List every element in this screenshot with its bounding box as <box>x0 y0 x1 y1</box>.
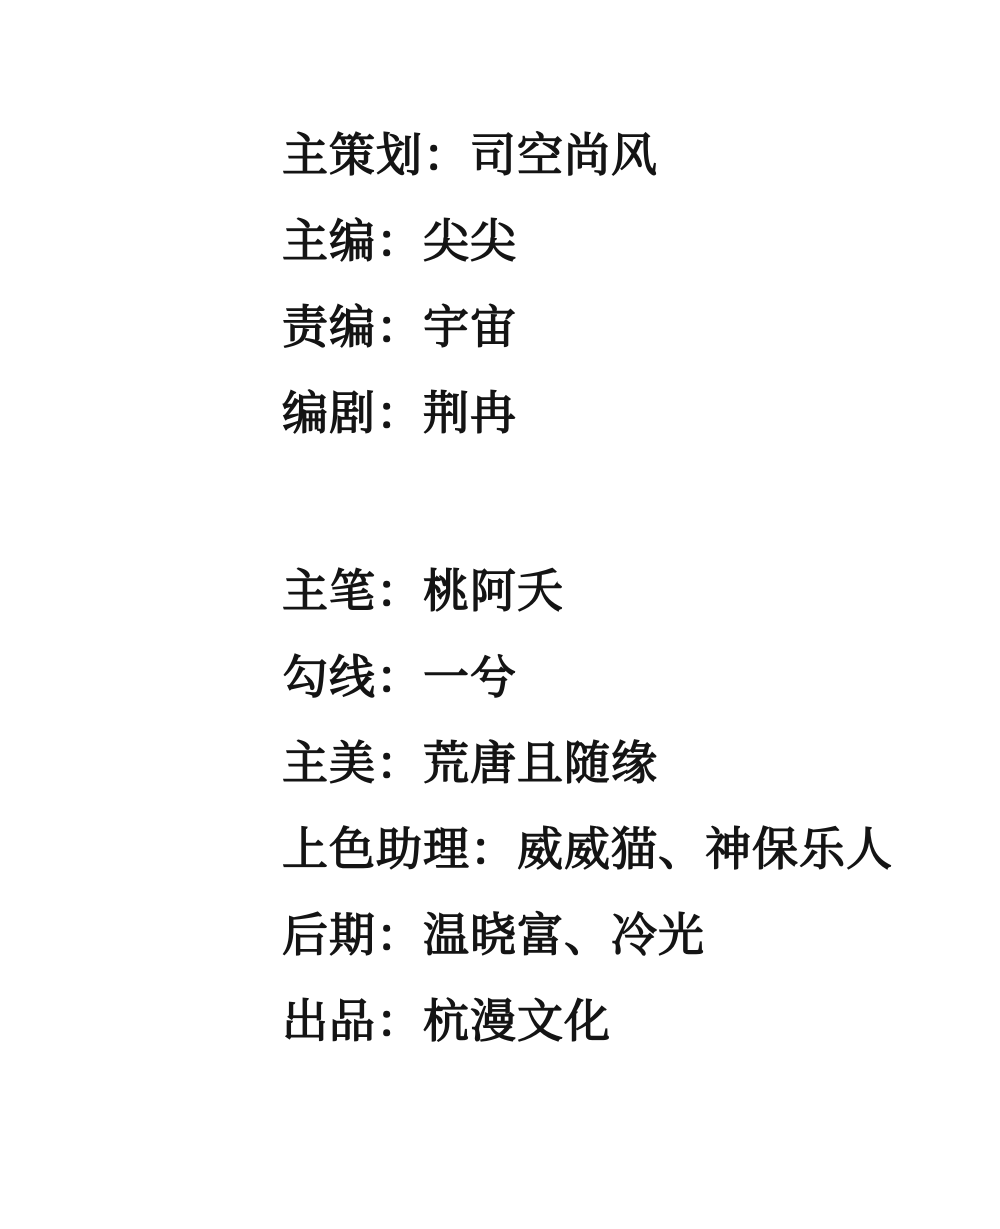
credit-line-line-art: 勾线：一兮 <box>282 650 517 704</box>
credit-line-color-assistants: 上色助理：威威猫、神保乐人 <box>282 822 893 876</box>
credit-line-chief-planner: 主策划：司空尚风 <box>282 128 658 182</box>
credits-group-divider <box>0 456 1000 548</box>
credit-line-lead-artist: 主笔：桃阿夭 <box>282 564 564 618</box>
credit-line-art-director: 主美：荒唐且随缘 <box>282 736 658 790</box>
credit-line-post-production: 后期：温晓富、冷光 <box>282 908 705 962</box>
credit-line-screenwriter: 编剧：荆冉 <box>282 386 517 440</box>
credit-line-responsible-editor: 责编：宇宙 <box>282 300 517 354</box>
credit-line-producer: 出品：杭漫文化 <box>282 994 611 1048</box>
credits-group-one <box>0 112 1000 456</box>
credits-group-two <box>0 548 1000 1064</box>
credit-line-editor-in-chief: 主编：尖尖 <box>282 214 517 268</box>
